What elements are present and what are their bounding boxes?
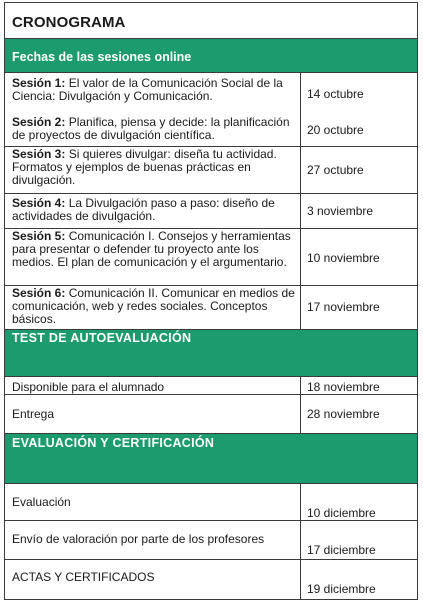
section-header-row <box>5 434 418 484</box>
session-cell <box>5 286 301 330</box>
session-text <box>5 286 300 326</box>
section-header-evaluacion <box>5 434 418 484</box>
date-cell <box>301 484 418 521</box>
table-row <box>5 484 418 521</box>
session-date: 10 noviembre <box>307 251 380 265</box>
item-cell <box>5 560 301 600</box>
section-header-row <box>5 39 418 73</box>
item-date: 17 diciembre <box>307 543 376 557</box>
session-title: Comunicación I. Consejos y herramientas para presentar o defender tu proyecto ante los medios. El plan de comunicación y el argumentario. <box>12 229 291 269</box>
page-title: CRONOGRAMA <box>12 14 126 31</box>
date-cell <box>301 395 418 434</box>
date-cell <box>301 560 418 600</box>
date-cell <box>301 73 418 147</box>
session-label: Sesión 4: <box>12 196 66 210</box>
item-cell <box>5 484 301 521</box>
item-date: 10 diciembre <box>307 506 376 520</box>
date-cell <box>301 229 418 286</box>
table-row <box>5 147 418 194</box>
date-cell <box>301 147 418 194</box>
date-cell <box>301 521 418 560</box>
session-text <box>5 194 300 223</box>
session-date: 3 noviembre <box>307 204 374 218</box>
session-label: Sesión 5: <box>12 229 66 243</box>
session-cell <box>5 147 301 194</box>
schedule-table <box>4 2 418 600</box>
session-text <box>5 147 300 187</box>
session-label: Sesión 2: <box>12 115 66 129</box>
item-label: Entrega <box>12 407 55 421</box>
table-row <box>5 377 418 395</box>
session-label: Sesión 3: <box>12 147 66 161</box>
session-label: Sesión 1: <box>12 76 66 90</box>
title-cell <box>5 3 418 39</box>
item-date: 19 diciembre <box>307 582 376 596</box>
session-date: 14 octubre <box>307 87 364 101</box>
session-date: 27 octubre <box>307 163 364 177</box>
table-row <box>5 560 418 600</box>
session-text <box>5 103 300 142</box>
table-row <box>5 73 418 147</box>
table-row <box>5 229 418 286</box>
section-header-test <box>5 330 418 377</box>
section-header-row <box>5 330 418 377</box>
section-title: EVALUACIÓN Y CERTIFICACIÓN <box>12 436 215 450</box>
section-header-online <box>5 39 418 73</box>
session-cell <box>5 194 301 229</box>
date-cell <box>301 377 418 395</box>
session-title: Comunicación II. Comunicar en medios de comunicación, web y redes sociales. Conceptos básicos. <box>12 286 295 326</box>
table-row <box>5 521 418 560</box>
date-cell <box>301 286 418 330</box>
session-date: 17 noviembre <box>307 300 380 314</box>
item-date: 18 noviembre <box>307 380 380 394</box>
session-text <box>5 73 300 103</box>
session-date: 20 octubre <box>307 123 364 137</box>
item-label: Evaluación <box>12 495 71 509</box>
table-row <box>5 194 418 229</box>
session-cell <box>5 229 301 286</box>
session-title: La Divulgación paso a paso: diseño de actividades de divulgación. <box>12 196 275 223</box>
session-title: El valor de la Comunicación Social de la Ciencia: Divulgación y Comunicación. <box>12 76 283 103</box>
item-label: Disponible para el alumnado <box>12 380 165 394</box>
date-cell <box>301 194 418 229</box>
session-text <box>5 229 300 269</box>
item-cell <box>5 521 301 560</box>
session-cell <box>5 73 301 147</box>
session-label: Sesión 6: <box>12 286 66 300</box>
title-row <box>5 3 418 39</box>
session-title: Planifica, piensa y decide: la planificación de proyectos de divulgación científica. <box>12 115 290 142</box>
item-cell <box>5 377 301 395</box>
section-title: TEST DE AUTOEVALUACIÓN <box>12 331 192 345</box>
session-title: Si quieres divulgar: diseña tu actividad. Formatos y ejemplos de buenas prácticas en divulgación. <box>12 147 277 187</box>
table-row <box>5 395 418 434</box>
item-label: Envío de valoración por parte de los profesores <box>12 532 265 546</box>
item-date: 28 noviembre <box>307 407 380 421</box>
section-title: Fechas de las sesiones online <box>12 50 192 64</box>
item-label: ACTAS Y CERTIFICADOS <box>12 570 155 584</box>
item-cell <box>5 395 301 434</box>
table-row <box>5 286 418 330</box>
